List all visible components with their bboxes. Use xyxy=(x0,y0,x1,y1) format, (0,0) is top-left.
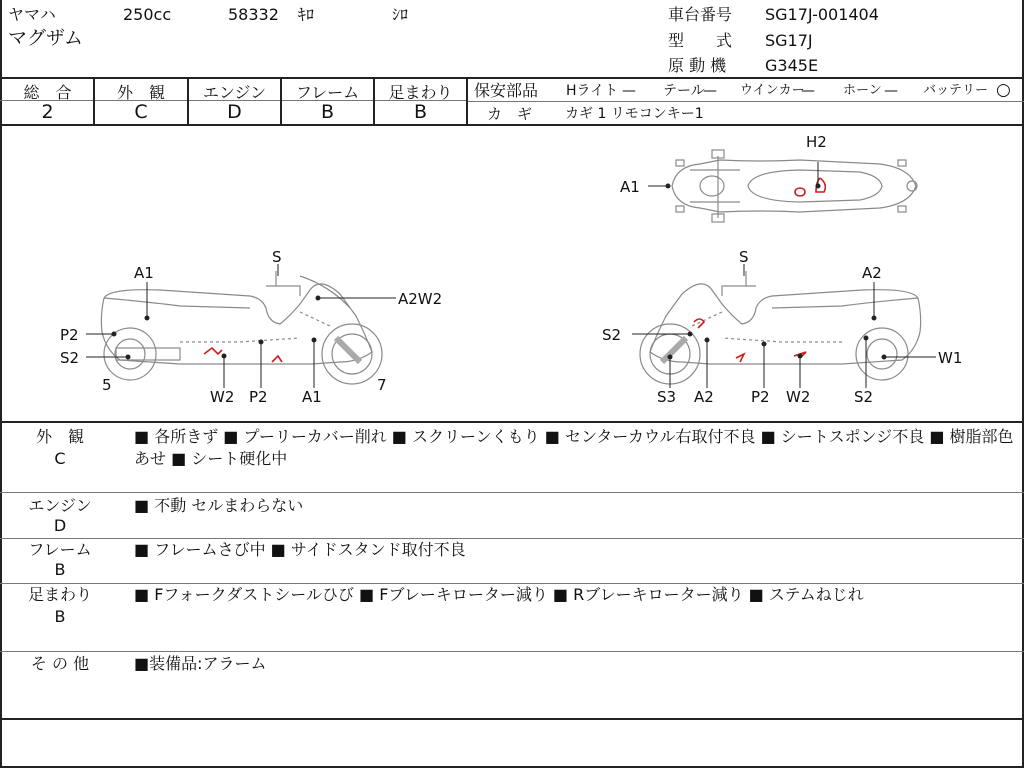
grade-value-engine: D xyxy=(227,101,242,123)
diagram-label: W1 xyxy=(938,349,963,367)
safety-item-headlight: Hライト xyxy=(566,83,619,99)
note-grade-engine: D xyxy=(53,516,67,535)
diagram-label: A2W2 xyxy=(398,290,443,308)
divider xyxy=(0,651,1024,652)
engine-value: G345E xyxy=(765,56,819,75)
frame-no-label: 車台番号 xyxy=(668,5,733,24)
model-name: マグザム xyxy=(8,27,84,49)
diagram-label: A1 xyxy=(302,388,322,406)
grade-value-exterior: C xyxy=(134,101,148,123)
diagram-label: S xyxy=(739,248,749,266)
divider xyxy=(466,78,468,124)
top-view-scooter xyxy=(672,150,917,222)
diagram-label: P2 xyxy=(751,388,770,406)
note-grade-frame: B xyxy=(54,560,66,579)
grade-label-overall: 総 合 xyxy=(23,83,72,102)
safety-label: 保安部品 xyxy=(474,81,539,100)
safety-item-horn: ホーン xyxy=(843,83,882,98)
diagram-label: W2 xyxy=(786,388,811,406)
key-label: カ ギ xyxy=(487,105,533,123)
note-label-exterior: 外 観 xyxy=(35,427,84,446)
note-label-other: そ の 他 xyxy=(30,654,90,673)
safety-value-winker: — xyxy=(801,83,815,99)
note-grade-exterior: C xyxy=(54,449,66,468)
note-label-suspension: 足まわり xyxy=(27,585,92,604)
grade-value-overall: 2 xyxy=(41,101,54,123)
safety-item-battery: バッテリー xyxy=(923,83,989,98)
divider xyxy=(0,718,1024,720)
diagram-label: W2 xyxy=(210,388,235,406)
divider xyxy=(468,101,1024,102)
diagram-label: P2 xyxy=(60,326,79,344)
safety-item-tail: テール xyxy=(663,83,705,99)
grade-label-suspension: 足まわり xyxy=(388,83,453,102)
diagram-label: S2 xyxy=(60,349,80,367)
displacement: 250cc xyxy=(123,5,172,24)
type-value: SG17J xyxy=(765,31,813,50)
note-grade-suspension: B xyxy=(54,607,66,626)
divider xyxy=(0,421,1024,423)
safety-value-battery: ○ xyxy=(996,80,1011,100)
grade-label-engine: エンジン xyxy=(202,83,267,102)
grade-label-exterior: 外 観 xyxy=(116,83,165,102)
grade-value-suspension: B xyxy=(413,101,428,123)
note-label-engine: エンジン xyxy=(28,496,92,515)
note-text-frame: ■ フレームさび中 ■ サイドスタンド取付不良 xyxy=(134,540,466,559)
frame-no: SG17J-001404 xyxy=(765,5,879,24)
color: ｼﾛ xyxy=(392,5,409,24)
safety-value-headlight: — xyxy=(622,83,636,99)
note-text-suspension: ■ Fフォークダストシールひび ■ Fブレーキローター減り ■ Rブレーキローター減り ■ ステムねじれ xyxy=(134,585,864,604)
maker: ヤマハ xyxy=(8,5,56,24)
diagram-label: S2 xyxy=(854,388,874,406)
diagram-label: S2 xyxy=(602,326,622,344)
key-value: カギ 1 リモコンキー1 xyxy=(565,106,704,122)
note-text-engine: ■ 不動 セルまわらない xyxy=(134,496,304,515)
diagram-label: H2 xyxy=(806,133,827,151)
right-view-scooter xyxy=(640,271,921,384)
mileage-unit: ｷﾛ xyxy=(298,5,315,24)
note-text-exterior: ■ 各所きず ■ プーリーカバー削れ ■ スクリーンくもり ■ センターカウル右取付不良 ■ シートスポンジ不良 ■ 樹脂部色あせ ■ シート硬化中 xyxy=(134,427,1014,468)
note-text-other: ■装備品:アラーム xyxy=(134,654,267,673)
diagram-label: A2 xyxy=(862,264,882,282)
left-view-scooter xyxy=(101,271,382,384)
grade-label-frame: フレーム xyxy=(295,83,360,102)
divider xyxy=(0,492,1024,493)
damage-marks xyxy=(204,178,825,362)
diagram-label: S xyxy=(272,248,282,266)
diagram-label: 5 xyxy=(102,376,112,394)
diagram-label: S3 xyxy=(657,388,677,406)
divider xyxy=(0,77,1024,79)
damage-diagram xyxy=(0,126,1024,420)
engine-label: 原 動 機 xyxy=(668,56,727,75)
note-label-frame: フレーム xyxy=(28,540,92,559)
diagram-label: A1 xyxy=(620,178,640,196)
diagram-label: 7 xyxy=(377,376,387,394)
diagram-label: P2 xyxy=(249,388,268,406)
type-label: 型 式 xyxy=(668,31,733,50)
diagram-label: A2 xyxy=(694,388,714,406)
diagram-label: A1 xyxy=(134,264,154,282)
safety-item-winker: ウインカー xyxy=(740,83,805,98)
mileage: 58332 xyxy=(228,5,279,24)
safety-value-tail: — xyxy=(703,83,717,99)
grade-value-frame: B xyxy=(320,101,335,123)
diagram-labels xyxy=(60,133,962,406)
safety-value-horn: — xyxy=(884,83,898,99)
leader-lines xyxy=(86,162,936,388)
